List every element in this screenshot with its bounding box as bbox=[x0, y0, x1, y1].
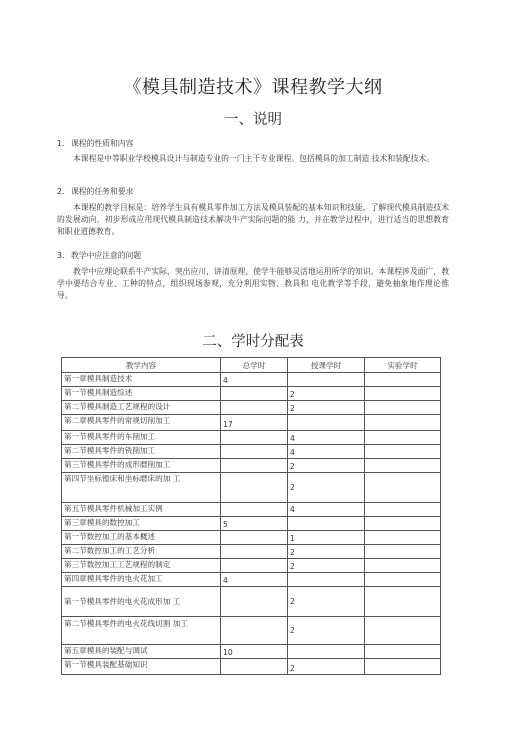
table-row bbox=[62, 473, 441, 503]
cell-lab bbox=[365, 373, 441, 387]
table-header-row bbox=[62, 358, 441, 373]
table-row bbox=[62, 645, 441, 659]
cell-lecture: 4 bbox=[288, 503, 365, 517]
cell-content: 第三章模具的数控加工 bbox=[62, 517, 221, 531]
cell-total: 5 bbox=[221, 517, 288, 531]
cell-content: 第四章模具零件的电火花加工 bbox=[62, 573, 221, 587]
cell-lecture bbox=[288, 415, 365, 431]
table-row bbox=[62, 387, 441, 401]
table-row bbox=[62, 617, 441, 645]
cell-lecture bbox=[288, 573, 365, 587]
header-lecture-hours: 授课学时 bbox=[288, 358, 365, 373]
table-row bbox=[62, 517, 441, 531]
table-row bbox=[62, 559, 441, 573]
cell-lecture: 2 bbox=[288, 617, 365, 645]
cell-content: 第二章模具零件的常规切削加工 bbox=[62, 415, 221, 431]
cell-content: 第五节模具零件机械加工实例 bbox=[62, 503, 221, 517]
cell-lab bbox=[365, 545, 441, 559]
cell-lab bbox=[365, 503, 441, 517]
cell-lab bbox=[365, 415, 441, 431]
table-row bbox=[62, 445, 441, 459]
cell-total bbox=[221, 659, 288, 675]
cell-lecture: 2 bbox=[288, 587, 365, 617]
cell-lab bbox=[365, 401, 441, 415]
cell-lab bbox=[365, 645, 441, 659]
table-row bbox=[62, 459, 441, 473]
item-number: 2. bbox=[57, 187, 65, 196]
section-heading-hours: 二、学时分配表 bbox=[202, 334, 304, 350]
item-heading-notes bbox=[57, 250, 141, 261]
cell-lecture: 2 bbox=[288, 459, 365, 473]
cell-content: 第五章模具的装配与调试 bbox=[62, 645, 221, 659]
cell-lecture: 2 bbox=[288, 545, 365, 559]
cell-lecture: 1 bbox=[288, 531, 365, 545]
cell-content: 第二节数控加工的工艺分析 bbox=[62, 545, 221, 559]
table-row bbox=[62, 659, 441, 675]
item-title: 课程的任务和要求 bbox=[71, 187, 134, 196]
cell-lecture: 2 bbox=[288, 387, 365, 401]
cell-total: 10 bbox=[221, 645, 288, 659]
cell-total bbox=[221, 445, 288, 459]
item-paragraph-tasks: 本课程的教学目标是：培养学生具有模具零件加工方法及模具装配的基本知识和技能，了解现代模具制造技术的发展动向，初步形成应用现代模具制造技术解决牛产实际问题的能 力，并在教学过程中，进行适当的思想教育和职业道德教育。 bbox=[57, 203, 449, 236]
item-number: 3. bbox=[57, 251, 65, 260]
cell-total: 4 bbox=[221, 373, 288, 387]
cell-lab bbox=[365, 431, 441, 445]
cell-lab bbox=[365, 559, 441, 573]
cell-content: 第四节坐标镗床和坐标磨床的加 工 bbox=[62, 473, 221, 503]
table-row bbox=[62, 431, 441, 445]
table-row bbox=[62, 503, 441, 517]
cell-content: 第一节模具制造综述 bbox=[62, 387, 221, 401]
cell-lab bbox=[365, 517, 441, 531]
cell-total bbox=[221, 473, 288, 503]
cell-content: 第三节数控加工工艺规程的制定 bbox=[62, 559, 221, 573]
item-number: 1. bbox=[57, 139, 65, 148]
cell-lecture: 4 bbox=[288, 431, 365, 445]
hours-table bbox=[61, 357, 441, 675]
item-title: 课程的性质和内容 bbox=[71, 139, 134, 148]
cell-lecture: 2 bbox=[288, 473, 365, 503]
document-title: 《模具制造技术》课程教学大纲 bbox=[123, 77, 383, 98]
cell-total bbox=[221, 559, 288, 573]
item-heading-tasks bbox=[57, 186, 133, 197]
item-paragraph-nature: 本课程是中等职业学校模具设计与制造专业的一门主干专业课程。包括模具的加工制造 技术和装配技术。 bbox=[73, 154, 435, 163]
cell-lecture: 2 bbox=[288, 401, 365, 415]
cell-content: 第一节模具零件的电火花成形加 工 bbox=[62, 587, 221, 617]
cell-lab bbox=[365, 459, 441, 473]
table-row bbox=[62, 573, 441, 587]
cell-content: 第一节模具零件的车削加工 bbox=[62, 431, 221, 445]
cell-content: 第二节模具零件的铣削加工 bbox=[62, 445, 221, 459]
cell-lecture: 2 bbox=[288, 659, 365, 675]
cell-total: 17 bbox=[221, 415, 288, 431]
cell-lecture: 2 bbox=[288, 559, 365, 573]
cell-content: 第三节模具零件的成形磨削加工 bbox=[62, 459, 221, 473]
table-row bbox=[62, 545, 441, 559]
cell-content: 第二节模具零件的电火花线切割 加工 bbox=[62, 617, 221, 645]
cell-total bbox=[221, 387, 288, 401]
section-heading-description: 一、说明 bbox=[224, 112, 282, 128]
cell-lab bbox=[365, 531, 441, 545]
cell-total bbox=[221, 459, 288, 473]
table-row bbox=[62, 401, 441, 415]
cell-content: 第一节模具装配基础知识 bbox=[62, 659, 221, 675]
cell-lab bbox=[365, 659, 441, 675]
item-paragraph-notes: 教学中应理论联系牛产实际，突出应川，讲清原理，使学牛能够灵活地运用所学的知识。本课程涉及面广，教学中要结合专业、工种的特点，组织现场参观，充分利用实物、教具和 电化教学等手段，避免抽象地作理论推导。 bbox=[57, 267, 449, 300]
cell-lab bbox=[365, 587, 441, 617]
header-total-hours: 总学时 bbox=[221, 358, 288, 373]
cell-lab bbox=[365, 387, 441, 401]
cell-total bbox=[221, 503, 288, 517]
cell-lab bbox=[365, 473, 441, 503]
header-content: 教学内容 bbox=[62, 358, 221, 373]
cell-lecture: 4 bbox=[288, 445, 365, 459]
cell-total bbox=[221, 531, 288, 545]
header-lab-hours: 实验学时 bbox=[365, 358, 441, 373]
item-heading-nature bbox=[57, 138, 133, 149]
table-row bbox=[62, 531, 441, 545]
cell-total bbox=[221, 431, 288, 445]
cell-total bbox=[221, 545, 288, 559]
cell-lab bbox=[365, 445, 441, 459]
table-row bbox=[62, 415, 441, 431]
cell-total: 4 bbox=[221, 573, 288, 587]
cell-lecture bbox=[288, 645, 365, 659]
cell-content: 第一章模具制造技术 bbox=[62, 373, 221, 387]
cell-total bbox=[221, 587, 288, 617]
item-title: 教学中应注意的问题 bbox=[71, 251, 142, 260]
cell-lecture bbox=[288, 517, 365, 531]
cell-content: 第一节数控加工的基本概述 bbox=[62, 531, 221, 545]
table-row bbox=[62, 587, 441, 617]
cell-content: 第二节模具制造工艺规程的设计 bbox=[62, 401, 221, 415]
table-row bbox=[62, 373, 441, 387]
cell-total bbox=[221, 617, 288, 645]
cell-total bbox=[221, 401, 288, 415]
cell-lab bbox=[365, 573, 441, 587]
cell-lecture bbox=[288, 373, 365, 387]
cell-lab bbox=[365, 617, 441, 645]
